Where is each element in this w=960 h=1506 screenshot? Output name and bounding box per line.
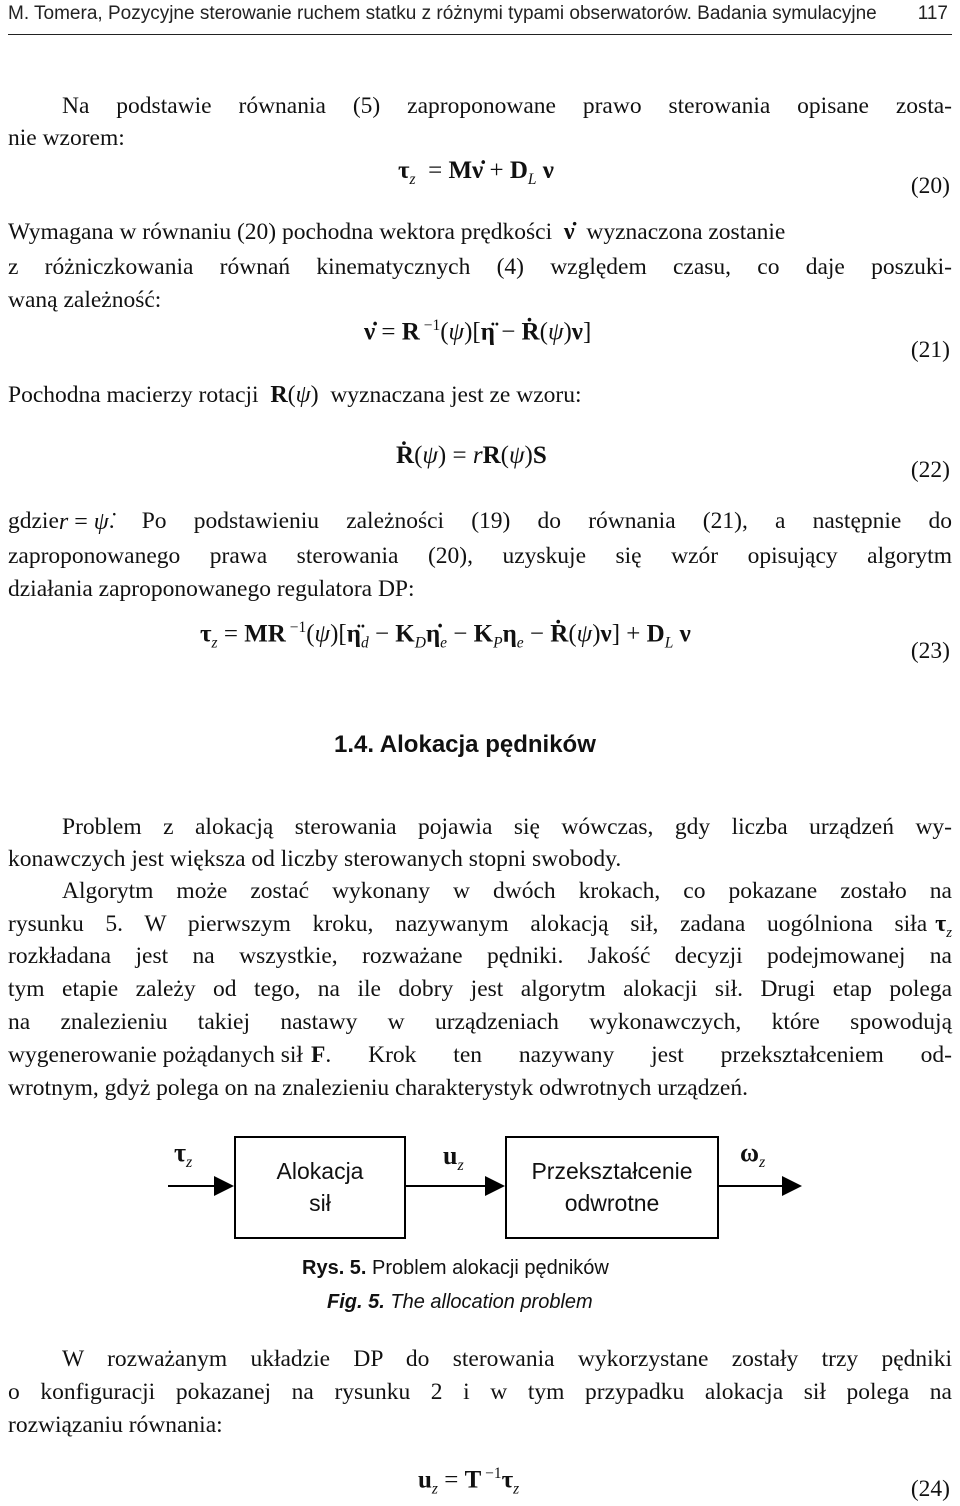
equation-21: ν̇ = R $^{-1}$(ψ)[η̈ − Ṙ(ψ)ν] bbox=[364, 317, 592, 346]
page-number: 117 bbox=[917, 3, 948, 24]
paragraph-line: Problem z alokacją sterowania pojawia się wówczas, gdy liczba urządzeń wy- bbox=[62, 814, 952, 840]
equation-number: (22) bbox=[910, 457, 950, 483]
block-label: odwrotne bbox=[564, 1189, 660, 1216]
equation-22: Ṙ(ψ) = rR(ψ)S bbox=[396, 442, 547, 469]
equation-23: $\tau_z$ = MR $^{-1}(\psi)[\etä_d$ − $K_D\etȧ_e - K_P\eta_e$ − Ṙ(ψ)ν] + $D_L$ ν bbox=[200, 619, 691, 652]
paragraph-line: o konfiguracji pokazanej na rysunku 2 i w tym przypadku alokacja sił polega na bbox=[8, 1379, 952, 1405]
text-segment: wygenerowanie pożądanych sił bbox=[8, 1042, 303, 1068]
figure-caption-en: Fig. 5. The allocation problem bbox=[327, 1291, 593, 1313]
text-segment: . Po podstawieniu zależności (19) do równania (21), a następnie do bbox=[108, 508, 952, 534]
section-title: 1.4. Alokacja pędników bbox=[334, 731, 596, 758]
text-segment: F bbox=[310, 1042, 326, 1068]
equation-20: $\tau_z$ = Mν̇ + $D_L$ ν bbox=[398, 157, 554, 188]
header-rule bbox=[8, 34, 952, 35]
middle-signal-label: $u_z$ bbox=[443, 1141, 464, 1175]
equation-number: (21) bbox=[910, 337, 950, 363]
block-label: Przekształcenie bbox=[531, 1158, 693, 1185]
paragraph-line: rozwiązaniu równania: bbox=[8, 1412, 223, 1438]
paragraph-line: rozkładana jest na wszystkie, rozważane pędniki. Jakość decyzji podejmowanej na bbox=[8, 943, 952, 969]
paragraph-line: Pochodna macierzy rotacji R(ψ) wyznaczana jest ze wzoru: bbox=[8, 382, 582, 408]
block-label: sił bbox=[309, 1189, 331, 1216]
equation-number: (24) bbox=[910, 1476, 950, 1502]
paragraph-line: Na podstawie równania (5) zaproponowane prawo sterowania opisane zosta- bbox=[62, 93, 952, 119]
text-segment: rysunku 5. W pierwszym kroku, nazywanym alokacją sił, zadana uogólniona siła bbox=[8, 911, 928, 937]
text-segment: . Krok ten nazywany jest przekształceniem od- bbox=[325, 1042, 952, 1068]
inverse-transform-block bbox=[505, 1136, 719, 1239]
paragraph-line: na znalezieniu takiej nastawy w urządzeniach wykonawczych, które spowodują bbox=[8, 1009, 952, 1035]
running-title: M. Tomera, Pozycyjne sterowanie ruchem statku z różnymi typami obserwatorów. Badania symulacyjne bbox=[8, 3, 877, 24]
paragraph-line: z różniczkowania równań kinematycznych (4) względem czasu, co daje poszuki- bbox=[8, 254, 952, 280]
paragraph-line: waną zależność: bbox=[8, 287, 162, 313]
allocation-diagram bbox=[0, 1130, 960, 1250]
paragraph-line: tym etapie zależy od tego, na ile dobry jest algorytm alokacji sił. Drugi etap polega bbox=[8, 976, 952, 1002]
paragraph-line: nie wzorem: bbox=[8, 125, 125, 151]
paragraph-line: Algorytm może zostać wykonany w dwóch krokach, co pokazane zostało na bbox=[62, 878, 952, 904]
output-signal-label: $\omega_z$ bbox=[740, 1138, 766, 1172]
paragraph-line: wrotnym, gdyż polega on na znalezieniu charakterystyk odwrotnych urządzeń. bbox=[8, 1075, 748, 1101]
paragraph-line: gdzie r = ψ̇ . Po podstawieniu zależności (19) do równania (21), a następnie do bbox=[8, 508, 952, 535]
text-segment: Pochodna macierzy rotacji bbox=[8, 382, 259, 408]
paragraph-line: Wymagana w równaniu (20) pochodna wektora prędkości ν̇ wyznaczona zostanie bbox=[8, 219, 786, 245]
paragraph-line: działania zaproponowanego regulatora DP: bbox=[8, 576, 415, 602]
paragraph-line: rysunku 5. W pierwszym kroku, nazywanym alokacją sił, zadana uogólniona siła $\tau_z$ bbox=[8, 911, 952, 941]
figure-caption-pl: Rys. 5. Problem alokacji pędników bbox=[302, 1257, 609, 1279]
input-signal-label: $\tau_z$ bbox=[174, 1138, 193, 1172]
equation-number: (20) bbox=[910, 173, 950, 199]
paragraph-line: zaproponowanego prawa sterowania (20), uzyskuje się wzór opisujący algorytm bbox=[8, 543, 952, 569]
block-label: Alokacja bbox=[276, 1158, 364, 1185]
equation-number: (23) bbox=[910, 638, 950, 664]
text-segment: Wymagana w równaniu (20) pochodna wektora prędkości bbox=[8, 219, 553, 245]
equation-24: $u_z = T$ $^{-1}\tau_z$ bbox=[418, 1465, 520, 1498]
paragraph-line: konawczych jest większa od liczby sterowanych stopni swobody. bbox=[8, 846, 622, 872]
text-segment: gdzie bbox=[8, 508, 59, 534]
allocation-block bbox=[234, 1136, 406, 1239]
text-segment: wyznaczona zostanie bbox=[586, 219, 786, 245]
paragraph-line: W rozważanym układzie DP do sterowania wykorzystane zostały trzy pędniki bbox=[62, 1346, 952, 1372]
paragraph-line bbox=[8, 1044, 952, 1068]
text-segment: wyznaczana jest ze wzoru: bbox=[330, 382, 582, 408]
